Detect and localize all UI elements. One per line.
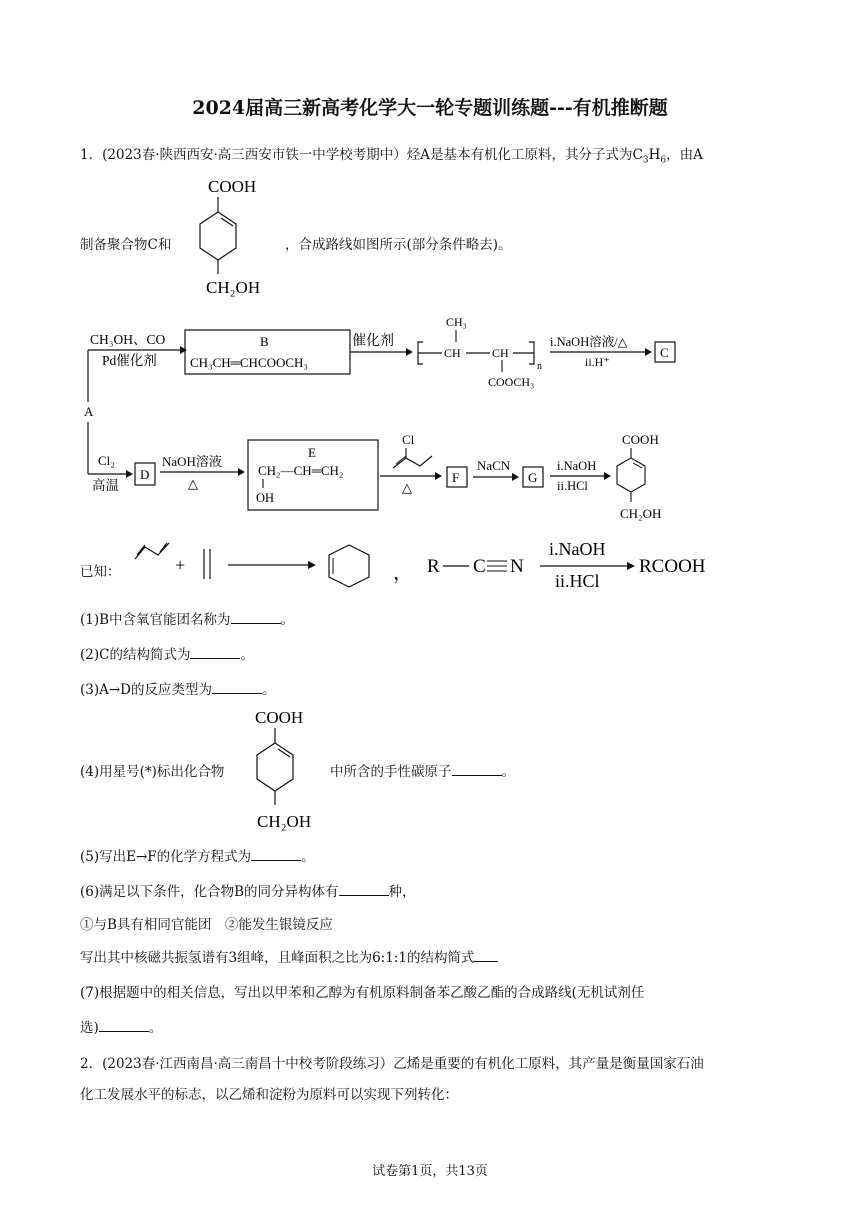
q-period: 。 (148, 1020, 163, 1036)
product-cooh: COOH (622, 432, 659, 447)
question-6-nmr (80, 946, 498, 966)
q-text: (1)B中含氧官能团名称为 (80, 612, 231, 628)
q-period: 。 (262, 682, 276, 698)
question-4-molecule (235, 703, 335, 833)
heat-label-2: △ (402, 480, 412, 495)
q1-intro-mid: H (648, 147, 661, 163)
naoh-solution-step: i.NaOH溶液/△ (550, 335, 628, 349)
polymer-ch3: CH₃ (446, 315, 467, 329)
q1-sub: 6 (660, 155, 667, 166)
compound-e-formula: CH₂—CH═CH₂ (258, 463, 344, 478)
q1-line2-pre: 制备聚合物C和 (80, 237, 172, 253)
q1-intro-end: ，由A (666, 147, 703, 163)
q-text-end: 种， (388, 884, 416, 900)
polymer-ester: COOCH₃ (488, 375, 535, 389)
question-2 (80, 643, 254, 663)
naoh-i-label: i.NaOH (557, 459, 597, 473)
q-text: (6)满足以下条件，化合物B的同分异构体有 (80, 884, 339, 900)
q1-sub: 3 (642, 155, 649, 166)
q1-line2-post: ，合成路线如图所示(部分条件略去)。 (285, 237, 512, 253)
known-label: 已知： (80, 564, 121, 580)
compound-c-label: C (660, 345, 669, 360)
known-n: N (510, 556, 524, 577)
q2-line2: 化工发展水平的标志，以乙烯和淀粉为原料可以实现下列转化： (80, 1087, 458, 1103)
reagent-cl2: Cl₂ (98, 453, 115, 468)
hcl-ii-label: ii.HCl (557, 479, 588, 493)
q-text: (3)A→D的反应类型为 (80, 682, 213, 698)
answer-blank[interactable] (452, 763, 502, 776)
answer-blank[interactable] (474, 949, 498, 962)
answer-blank[interactable] (99, 1019, 149, 1032)
q1-intro (80, 143, 703, 166)
question-7-end (80, 1016, 162, 1036)
compound-d-label: D (140, 467, 150, 482)
compound-a-label: A (84, 404, 94, 419)
question-4-pre: (4)用星号(*)标出化合物 (80, 764, 225, 780)
chloro-diene-cl: Cl (402, 432, 415, 447)
compound-g-label: G (528, 470, 538, 485)
mol-cooh-label: COOH (208, 177, 257, 196)
q-text: 写出其中核磁共振氢谱有3组峰，且峰面积之比为6:1:1的结构简式 (80, 950, 475, 966)
condition-high-temp: 高温 (92, 478, 119, 493)
acid-step: ii.H⁺ (585, 355, 610, 369)
target-molecule-structure (180, 172, 280, 302)
known-c: C (473, 556, 486, 577)
q4-ch2oh: CH₂OH (257, 812, 312, 831)
polymer-ch-1: CH (444, 346, 461, 360)
q-period: 。 (301, 849, 315, 865)
known-r: R (427, 556, 440, 577)
question-7: (7)根据题中的相关信息，写出以甲苯和乙醇为有机原料制备苯乙酸乙酯的合成路线(无机试剂任 (80, 985, 645, 1001)
q1-intro-text: 1．(2023春·陕西西安·高三西安市铁一中学校考期中）烃A是基本有机化工原料，其分子式为C (80, 147, 643, 163)
mol-ch2oh-label: CH₂OH (206, 278, 261, 297)
known-rcooh: RCOOH (639, 556, 706, 577)
question-6-conditions: ①与B具有相同官能团 ②能发生银镜反应 (80, 917, 333, 933)
compound-f-label: F (452, 470, 460, 485)
known-plus: + (175, 555, 186, 575)
answer-blank[interactable] (339, 883, 389, 896)
document-title: 2024届高三新高考化学大一轮专题训练题---有机推断题 (192, 97, 668, 119)
nacn-label: NaCN (477, 458, 511, 473)
known-reactions (125, 535, 745, 595)
known-comma: ， (393, 562, 413, 584)
question-6 (80, 880, 416, 900)
answer-blank[interactable] (231, 611, 281, 624)
answer-blank[interactable] (212, 681, 262, 694)
reagent-pd-catalyst: Pd催化剂 (102, 353, 157, 368)
compound-b-formula: CH₃CH═CHCOOCH₃ (190, 355, 308, 370)
known-hcl: ii.HCl (555, 571, 600, 591)
answer-blank[interactable] (251, 848, 301, 861)
page-footer: 试卷第1页，共13页 (372, 1164, 488, 1179)
question-5 (80, 845, 315, 865)
q-text: (2)C的结构简式为 (80, 647, 191, 663)
synthesis-scheme (80, 312, 780, 527)
known-naoh: i.NaOH (549, 539, 606, 559)
reagent-ch3oh-co: CH₃OH、CO (90, 332, 166, 347)
q-text: (5)写出E→F的化学方程式为 (80, 849, 252, 865)
question-3 (80, 678, 276, 698)
q2-line1: 2．(2023春·江西南昌·高三南昌十中校考阶段练习）乙烯是重要的有机化工原料，其产量是衡量国家石油 (80, 1056, 704, 1072)
question-1 (80, 608, 294, 628)
compound-e-label: E (308, 445, 316, 460)
polymer-n: n (537, 361, 542, 372)
answer-blank[interactable] (190, 646, 240, 659)
compound-b-label: B (260, 334, 269, 349)
q4-cooh: COOH (255, 708, 304, 727)
q-text: 选) (80, 1020, 99, 1036)
catalyst-label: 催化剂 (352, 334, 394, 349)
q-text: 中所含的手性碳原子 (330, 764, 452, 780)
compound-e-oh: OH (256, 491, 275, 505)
product-ch2oh: CH₂OH (620, 506, 662, 521)
polymer-ch-2: CH (492, 346, 509, 360)
q-period: 。 (501, 764, 515, 780)
question-4-post (330, 760, 515, 780)
q-period: 。 (240, 647, 254, 663)
q-period: 。 (280, 612, 295, 628)
heat-label-1: △ (188, 476, 198, 491)
naoh-solution-label: NaOH溶液 (162, 454, 222, 469)
